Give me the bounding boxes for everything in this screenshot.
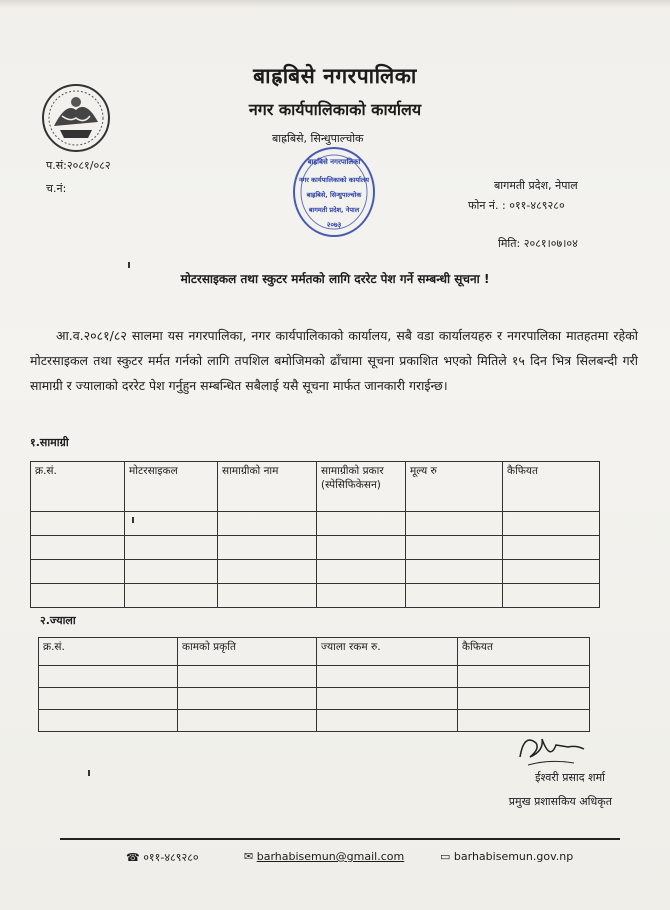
top-edge (0, 0, 670, 8)
table-row (31, 584, 600, 608)
notice-subject: मोटरसाइकल तथा स्कुटर मर्मतको लागि दररेट पेश गर्ने सम्बन्धी सूचना ! (180, 272, 490, 286)
header-cell: सामाग्रीको प्रकार (स्पेसिफिकेसन) (317, 462, 406, 512)
table-row (31, 560, 600, 584)
header-cell: ज्याला रकम रु. (317, 638, 458, 666)
stamp-line-1: बाह्रबिसे नगरपालिका (307, 158, 361, 166)
section-materials-title: १.सामाग्री (30, 436, 69, 449)
header-cell: सामाग्रीको नाम (218, 462, 317, 512)
reference-number: प.सं:२०८१/०८२ (46, 159, 111, 172)
header-cell: कैफियत (458, 638, 590, 666)
materials-table (30, 461, 600, 608)
notice-date: मिति: २०८१।०७।०४ (498, 237, 578, 250)
header-cell: कामको प्रकृति (178, 638, 317, 666)
notice-body-text: आ.व.२०८१/८२ सालमा यस नगरपालिका, नगर कार्यपालिकाको कार्यालय, सबै वडा कार्यालयहरु र नगरपालिका मातहतमा रहेको मोटरसाइकल तथा स्कुटर मर्मत गर्नको लागि तपशिल बमोजिमको ढाँचामा सूचना प्रकाशित भएको मितिले १५ दिन भित्र सिलबन्दी गरी सामाग्री र ज्यालाको दररेट पेश गर्नुहुन सम्बन्धित सबैलाई यसै सूचना मार्फत जानकारी गराईन्छ। (30, 328, 638, 393)
notice-body (30, 323, 638, 398)
municipality-title: बाह्रबिसे नगरपालिका (253, 64, 417, 88)
table-header-row (39, 638, 590, 666)
stamp-line-2: नगर कार्यपालिकाको कार्यालय (298, 176, 370, 184)
speck (128, 262, 130, 268)
header-cell: क्र.सं. (39, 638, 178, 666)
speck (132, 517, 134, 523)
stamp-line-4: बागमती प्रदेश, नेपाल (308, 206, 360, 214)
table-row (31, 536, 600, 560)
wages-table (38, 637, 590, 732)
stamp-line-5: २०७३ (326, 221, 342, 229)
office-location: बाह्रबिसे, सिन्धुपाल्चोक (272, 132, 364, 145)
table-row (39, 710, 590, 732)
official-stamp (288, 142, 380, 240)
section-wages-title: २.ज्याला (40, 614, 76, 627)
footer-website-text[interactable]: barhabisemun.gov.np (453, 850, 574, 863)
speck (88, 770, 90, 776)
signatory-title: प्रमुख प्रशासकिय अधिकृत (508, 795, 612, 808)
footer-email[interactable] (244, 850, 404, 863)
computer-icon: ▭ (440, 850, 451, 863)
footer-phone-text: ०११-४८९२८० (143, 851, 199, 864)
header-cell: क्र.सं. (31, 462, 125, 512)
footer-divider (60, 838, 620, 840)
email-icon: ✉ (244, 850, 254, 863)
header-cell: मोटरसाइकल (125, 462, 218, 512)
dispatch-number: च.नं: (46, 182, 67, 195)
table-row (39, 666, 590, 688)
footer-phone (126, 850, 199, 865)
table-row (31, 512, 600, 536)
table-header-row (31, 462, 600, 512)
signature (510, 727, 590, 771)
office-subtitle: नगर कार्यपालिकाको कार्यालय (248, 100, 422, 119)
phone-number: फोन नं. : ०११-४८९२८० (468, 199, 565, 212)
table-row (39, 688, 590, 710)
header-cell: मूल्य रु (406, 462, 503, 512)
stamp-line-3: बाह्रबिसे, सिन्धुपाल्चोक (306, 191, 362, 199)
province-name: बागमती प्रदेश, नेपाल (494, 179, 578, 192)
footer-website[interactable] (440, 850, 573, 863)
footer-email-text[interactable]: barhabisemun@gmail.com (256, 850, 405, 863)
header-cell: कैफियत (503, 462, 600, 512)
phone-icon: ☎ (126, 851, 140, 864)
signatory-name: ईश्वरी प्रसाद शर्मा (535, 771, 605, 784)
